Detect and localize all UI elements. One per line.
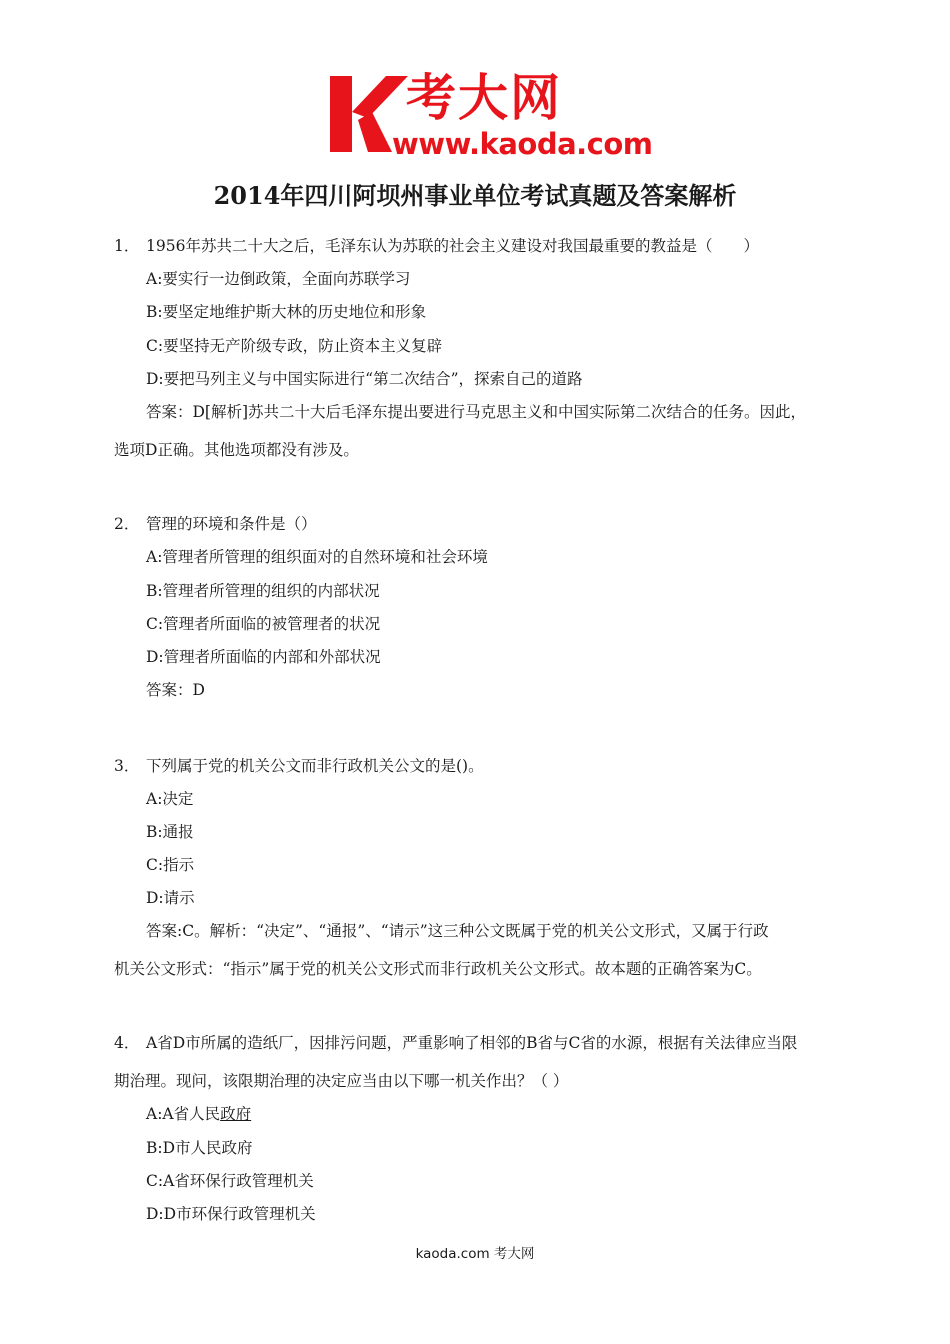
question-3-stem: 下列属于党的机关公文而非行政机关公文的是()。: [146, 757, 484, 775]
question-4-option-a-underlined: 政府: [220, 1105, 252, 1123]
question-3-option-a: A:决定: [146, 790, 194, 808]
question-4-number: 4．: [114, 1034, 140, 1052]
question-4-stem: A省D市所属的造纸厂，因排污问题，严重影响了相邻的B省与C省的水源，根据有关法律应当限: [146, 1034, 798, 1052]
question-3-number: 3．: [114, 757, 140, 775]
question-2-option-a: A:管理者所管理的组织面对的自然环境和社会环境: [146, 548, 488, 566]
question-1-answer-cont: 选项D正确。其他选项都没有涉及。: [114, 441, 359, 459]
question-2-option-b: B:管理者所管理的组织的内部状况: [146, 582, 380, 600]
question-1-option-c: C:要坚持无产阶级专政，防止资本主义复辟: [146, 337, 443, 355]
question-4-option-b: B:D市人民政府: [146, 1139, 253, 1157]
question-3-answer-cont: 机关公文形式：“指示”属于党的机关公文形式而非行政机关公文形式。故本题的正确答案为C。: [114, 960, 762, 978]
question-2-option-c: C:管理者所面临的被管理者的状况: [146, 615, 381, 633]
question-1-stem: 1956年苏共二十大之后，毛泽东认为苏联的社会主义建设对我国最重要的教益是（ ）: [146, 237, 759, 255]
page-title: 2014年四川阿坝州事业单位考试真题及答案解析: [213, 181, 737, 210]
question-1-number: 1．: [114, 237, 140, 255]
question-1-option-a: A:要实行一边倒政策，全面向苏联学习: [146, 270, 411, 288]
question-4-stem-cont: 期治理。现问，该限期治理的决定应当由以下哪一机关作出？（ ）: [114, 1072, 569, 1090]
question-4-option-d: D:D市环保行政管理机关: [146, 1205, 316, 1223]
question-2-answer: 答案：D: [146, 681, 205, 699]
question-2-option-d: D:管理者所面临的内部和外部状况: [146, 648, 381, 666]
question-1-option-b: B:要坚定地维护斯大林的历史地位和形象: [146, 303, 427, 321]
logo-chinese-text: 考大网: [406, 69, 562, 127]
question-2-number: 2．: [114, 515, 140, 533]
question-3-answer: 答案:C。解析：“决定”、“通报”、“请示”这三种公文既属于党的机关公文形式，又属于行政: [146, 922, 769, 940]
question-1-answer: 答案：D[解析]苏共二十大后毛泽东提出要进行马克思主义和中国实际第二次结合的任务。因此，: [146, 403, 807, 421]
question-3-option-b: B:通报: [146, 823, 194, 841]
question-2-stem: 管理的环境和条件是（）: [146, 515, 317, 533]
kaoda-logo: [328, 69, 658, 164]
question-3-option-d: D:请示: [146, 889, 195, 907]
question-4-option-a-prefix: A:A省人民: [146, 1105, 221, 1123]
question-3-option-c: C:指示: [146, 856, 195, 874]
question-1-option-d: D:要把马列主义与中国实际进行“第二次结合”，探索自己的道路: [146, 370, 583, 388]
question-4-option-a: [146, 1102, 251, 1126]
logo-url-text: www.kaoda.com: [392, 127, 653, 161]
page-footer: kaoda.com 考大网: [415, 1246, 535, 1262]
question-4-option-c: C:A省环保行政管理机关: [146, 1172, 314, 1190]
